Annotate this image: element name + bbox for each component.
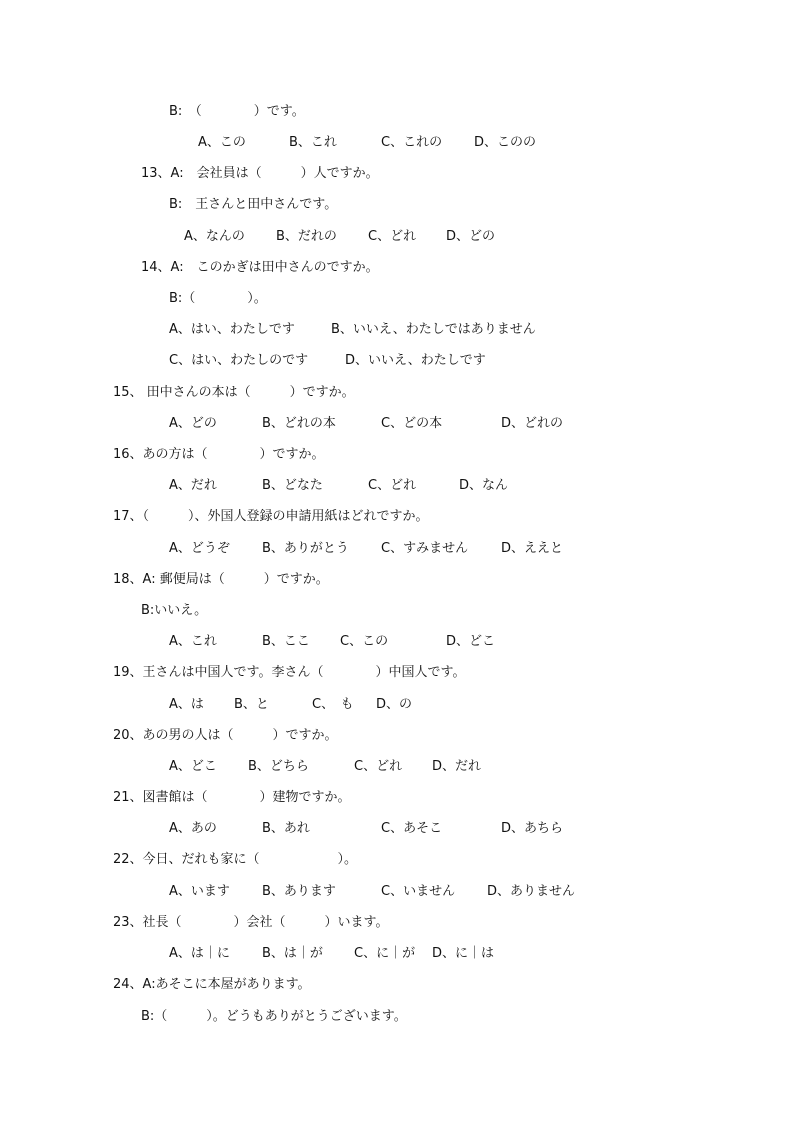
- option-a: A、どうぞ: [169, 541, 230, 556]
- option-b: B、これ: [289, 135, 337, 150]
- question-text: 20、あの男の人は（ ）ですか。: [113, 728, 338, 743]
- question-22: [0, 850, 794, 870]
- option-d: D、の: [376, 697, 413, 712]
- option-a: A、あの: [169, 821, 217, 836]
- option-c: C、この: [340, 634, 389, 649]
- option-c: C、どの本: [381, 416, 443, 431]
- option-c: C、はい、わたしのです: [169, 353, 309, 368]
- line-18-b: [0, 601, 794, 621]
- option-b: B、どなた: [262, 478, 323, 493]
- option-a: A、は｜に: [169, 946, 230, 961]
- option-a: A、この: [198, 135, 246, 150]
- option-b: B、ありがとう: [262, 541, 349, 556]
- option-b: B、いいえ、わたしではありません: [331, 322, 536, 337]
- option-d: D、このの: [474, 135, 537, 150]
- option-b: B、どれの本: [262, 416, 336, 431]
- option-a: A、います: [169, 884, 230, 899]
- question-text: 19、王さんは中国人です。李さん（ ）中国人です。: [113, 665, 466, 680]
- line-24-b: [0, 1007, 794, 1027]
- question-text: 18、A: 郵便局は（ ）ですか。: [113, 572, 329, 587]
- options-13: [0, 227, 794, 247]
- question-text: 13、A: 会社員は（ ）人ですか。: [141, 166, 379, 181]
- option-c: C、すみません: [381, 541, 469, 556]
- answer-line: B:（ ）。どうもありがとうございます。: [141, 1009, 407, 1024]
- question-15: [0, 383, 794, 403]
- option-a: A、は: [169, 697, 204, 712]
- option-d: D、だれ: [432, 759, 482, 774]
- line-13-b: [0, 195, 794, 215]
- option-a: A、なんの: [184, 229, 245, 244]
- option-b: B、は｜が: [262, 946, 323, 961]
- line-14-b: [0, 289, 794, 309]
- question-13: [0, 164, 794, 184]
- option-c: C、どれ: [354, 759, 403, 774]
- option-c: C、いません: [381, 884, 456, 899]
- options-19: [0, 695, 794, 715]
- question-text: 21、図書館は（ ）建物ですか。: [113, 790, 351, 805]
- answer-line: B:（ ）。: [169, 291, 267, 306]
- option-b: B、どちら: [248, 759, 309, 774]
- question-23: [0, 913, 794, 933]
- option-a: A、これ: [169, 634, 217, 649]
- question-17: [0, 507, 794, 527]
- options-21: [0, 819, 794, 839]
- option-c: C、あそこ: [381, 821, 443, 836]
- option-b: B、だれの: [276, 229, 337, 244]
- option-d: D、に｜は: [432, 946, 495, 961]
- options-23: [0, 944, 794, 964]
- question-16: [0, 445, 794, 465]
- option-d: D、ありません: [487, 884, 576, 899]
- line-12-b: [0, 102, 794, 122]
- question-text: 17、（ ）、外国人登録の申請用紙はどれですか。: [113, 509, 429, 524]
- question-24: [0, 975, 794, 995]
- option-d: D、どこ: [446, 634, 496, 649]
- option-c: C、どれ: [368, 478, 417, 493]
- question-text: 16、あの方は（ ）ですか。: [113, 447, 325, 462]
- options-15: [0, 414, 794, 434]
- question-14: [0, 258, 794, 278]
- question-21: [0, 788, 794, 808]
- option-b: B、あれ: [262, 821, 310, 836]
- question-20: [0, 726, 794, 746]
- option-c: C、これの: [381, 135, 443, 150]
- option-d: D、いいえ、わたしです: [345, 353, 486, 368]
- option-b: B、ここ: [262, 634, 310, 649]
- question-text: 24、A:あそこに本屋があります。: [113, 977, 311, 992]
- question-text: 15、 田中さんの本は（ ）ですか。: [113, 385, 355, 400]
- answer-line: B:いいえ。: [141, 603, 208, 618]
- options-14-ab: [0, 320, 794, 340]
- answer-line: B: 王さんと田中さんです。: [169, 197, 338, 212]
- question-text: 14、A: このかぎは田中さんのですか。: [141, 260, 379, 275]
- option-d: D、どれの: [501, 416, 564, 431]
- options-14-cd: [0, 351, 794, 371]
- options-12: [0, 133, 794, 153]
- question-19: [0, 663, 794, 683]
- option-b: B、あります: [262, 884, 336, 899]
- option-c: C、 も: [312, 697, 354, 712]
- option-d: D、あちら: [501, 821, 564, 836]
- option-d: D、なん: [459, 478, 509, 493]
- question-text: 22、今日、だれも家に（ ）。: [113, 852, 358, 867]
- option-a: A、どこ: [169, 759, 217, 774]
- option-d: D、どの: [446, 229, 496, 244]
- option-c: C、どれ: [368, 229, 417, 244]
- options-18: [0, 632, 794, 652]
- option-a: A、どの: [169, 416, 217, 431]
- option-d: D、ええと: [501, 541, 564, 556]
- option-a: A、はい、わたしです: [169, 322, 295, 337]
- option-a: A、だれ: [169, 478, 217, 493]
- options-20: [0, 757, 794, 777]
- options-16: [0, 476, 794, 496]
- options-22: [0, 882, 794, 902]
- options-17: [0, 539, 794, 559]
- question-text: 23、社長（ ）会社（ ）います。: [113, 915, 389, 930]
- question-18: [0, 570, 794, 590]
- option-b: B、と: [234, 697, 269, 712]
- answer-line: B: （ ）です。: [169, 104, 305, 119]
- option-c: C、に｜が: [354, 946, 416, 961]
